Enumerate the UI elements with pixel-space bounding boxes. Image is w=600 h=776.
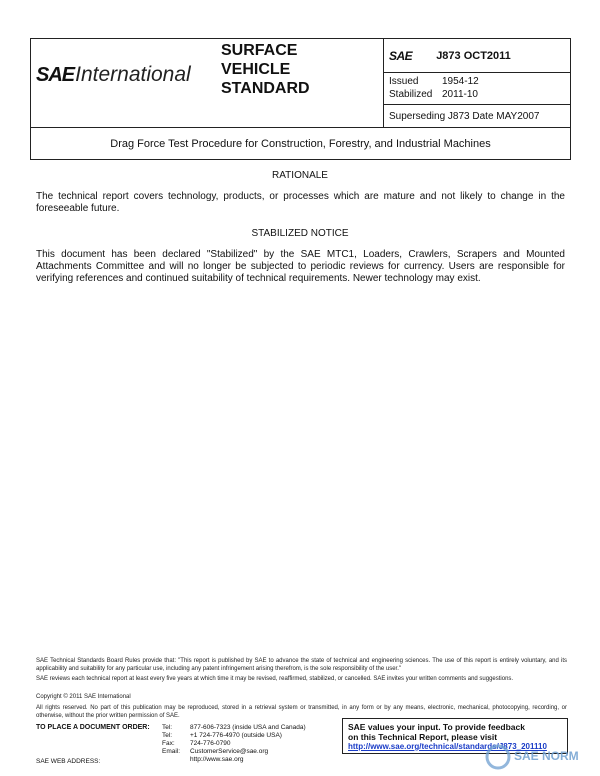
sae-international-logo bbox=[36, 63, 191, 93]
standard-type-line: STANDARD bbox=[221, 80, 310, 97]
sae-norm-watermark bbox=[484, 742, 596, 772]
dates-block bbox=[384, 73, 571, 105]
web-address-value-spacer bbox=[162, 756, 190, 764]
review-text: SAE reviews each technical report at least every five years at which time it may be revised, reaffirmed, stabilized, or cancelled. SAE invites your written comments and suggestions. bbox=[36, 676, 514, 682]
contact-row bbox=[162, 724, 306, 732]
issued-row bbox=[389, 75, 571, 88]
stabilized-value: 2011-10 bbox=[442, 89, 478, 100]
doc-id: J873 OCT2011 bbox=[436, 49, 511, 62]
issued-value: 1954-12 bbox=[442, 76, 479, 87]
contact-label: Tel: bbox=[162, 732, 173, 739]
contact-row bbox=[162, 748, 306, 756]
issued-label: Issued bbox=[389, 76, 419, 87]
web-address-label: SAE WEB ADDRESS: bbox=[36, 758, 101, 765]
contact-value: 877-606-7323 (inside USA and Canada) bbox=[190, 724, 306, 731]
feedback-link[interactable]: http://www.sae.org/technical/standards/J873_201110 bbox=[348, 742, 547, 751]
contact-label: Email: bbox=[162, 748, 181, 755]
stabilized-notice-text: This document has been declared "Stabilized" by the SAE MTC1, Loaders, Crawlers, Scrapers and Mounted Attachments Committee and will no longer be subjected to periodic reviews for currency. Users are responsible for verifying references and continued suitability of technical requirements. Newer technology may exist. bbox=[36, 249, 565, 284]
web-address-value[interactable]: http://www.sae.org bbox=[190, 756, 244, 763]
contact-row bbox=[162, 756, 306, 764]
contact-row bbox=[162, 740, 306, 748]
standard-type-line: SURFACE bbox=[221, 42, 298, 59]
copyright-text: Copyright © 2011 SAE International bbox=[36, 694, 131, 700]
rationale-text: The technical report covers technology, products, or processes which are mature and not likely to change in the foreseeable future. bbox=[36, 191, 565, 214]
standard-type bbox=[221, 41, 310, 98]
board-rules-text: SAE Technical Standards Board Rules provide that: "This report is published by SAE to advance the state of technical and engineering sciences. The use of this report is entirely voluntary, and its applicability and suitability for any particular use, including any patent infringement arising therefrom, is the sole responsibility of the user." bbox=[36, 658, 567, 672]
stabilized-notice-heading: STABILIZED NOTICE bbox=[251, 228, 349, 239]
logo-sae-text: SAE bbox=[36, 64, 75, 86]
doc-id-row bbox=[384, 39, 571, 73]
header-right-panel bbox=[383, 39, 571, 127]
rationale-heading: RATIONALE bbox=[272, 170, 328, 181]
standard-type-line: VEHICLE bbox=[221, 61, 291, 78]
contact-label: Tel: bbox=[162, 724, 173, 731]
header-left-panel bbox=[31, 39, 383, 127]
contact-value: CustomerService@sae.org bbox=[190, 748, 269, 755]
rights-text: All rights reserved. No part of this publication may be reproduced, stored in a retrieval system or transmitted, in any form or by any means, electronic, mechanical, photocopying, recording, or otherwise, without the prior written permission of SAE. bbox=[36, 705, 567, 719]
feedback-line: SAE values your input. To provide feedback bbox=[348, 722, 525, 732]
watermark-text: SAE NORM bbox=[514, 749, 579, 763]
superseding: Superseding J873 Date MAY2007 bbox=[389, 110, 540, 122]
contact-value: 724-776-0790 bbox=[190, 740, 231, 747]
document-title: Drag Force Test Procedure for Construction, Forestry, and Industrial Machines bbox=[31, 127, 570, 160]
logo-international-text: International bbox=[75, 63, 191, 86]
feedback-line: on this Technical Report, please visit bbox=[348, 732, 498, 742]
contact-value: +1 724-776-4970 (outside USA) bbox=[190, 732, 282, 739]
watermark-ring-icon bbox=[487, 746, 509, 768]
contact-row bbox=[162, 732, 306, 740]
stabilized-label: Stabilized bbox=[389, 89, 433, 100]
order-label: TO PLACE A DOCUMENT ORDER: bbox=[36, 724, 150, 731]
contact-list bbox=[162, 724, 306, 764]
document-header bbox=[30, 38, 571, 160]
contact-label: Fax: bbox=[162, 740, 175, 747]
sae-mark: SAE bbox=[389, 48, 413, 63]
stabilized-row bbox=[389, 88, 571, 101]
